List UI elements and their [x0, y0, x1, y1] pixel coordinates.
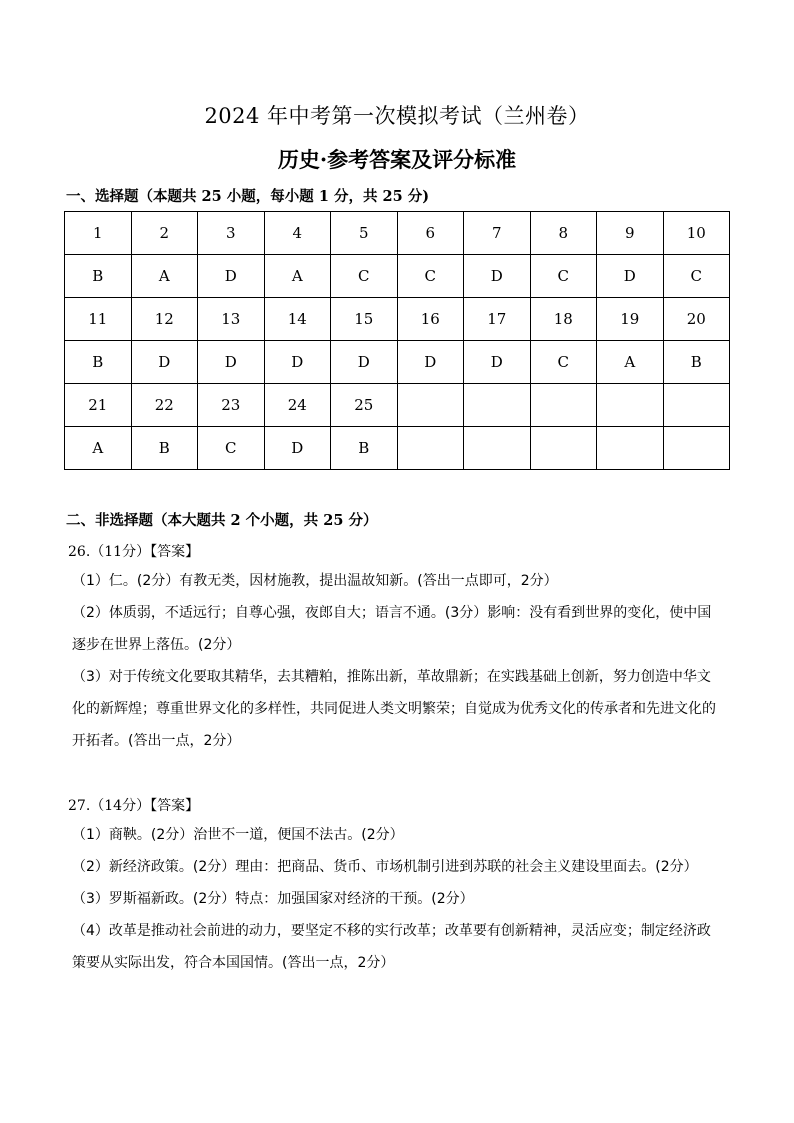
answer-cell — [663, 427, 730, 470]
question-26-part-3: （3）对于传统文化要取其精华，去其糟粕，推陈出新，革故鼎新；在实践基础上创新，努力创造中华文化的新辉煌；尊重世界文化的多样性，共同促进人类文明繁荣；自觉成为优秀文化的传承者和先进文化的开拓者。(答出一点，2分） — [72, 669, 716, 749]
question-number-cell: 6 — [397, 212, 464, 255]
answer-cell: C — [530, 341, 597, 384]
answer-cell: D — [198, 341, 265, 384]
answer-cell: D — [597, 255, 664, 298]
question-number-cell: 14 — [264, 298, 331, 341]
answer-cell: D — [464, 255, 531, 298]
question-number-cell: 16 — [397, 298, 464, 341]
question-number-cell: 9 — [597, 212, 664, 255]
question-number-cell: 20 — [663, 298, 730, 341]
answer-cell: A — [65, 427, 132, 470]
question-number-cell: 8 — [530, 212, 597, 255]
answer-cell: B — [65, 341, 132, 384]
answer-cell: D — [131, 341, 198, 384]
page-subtitle: 历史·参考答案及评分标准 — [277, 147, 517, 172]
question-number-cell: 4 — [264, 212, 331, 255]
question-number-cell: 10 — [663, 212, 730, 255]
section-1-heading: 一、选择题（本题共 25 小题，每小题 1 分，共 25 分) — [66, 188, 430, 205]
answer-cell — [464, 427, 531, 470]
question-27-part-1: （1）商鞅。(2分）治世不一道，便国不法古。(2分） — [72, 827, 404, 843]
question-number-cell: 12 — [131, 298, 198, 341]
answer-cell: D — [264, 427, 331, 470]
answer-cell: B — [65, 255, 132, 298]
question-number-cell: 17 — [464, 298, 531, 341]
answer-cell: C — [530, 255, 597, 298]
answer-cell: A — [597, 341, 664, 384]
question-number-cell — [597, 384, 664, 427]
answer-cell: C — [198, 427, 265, 470]
answer-cell: D — [331, 341, 398, 384]
answer-cell: B — [131, 427, 198, 470]
answer-cell: C — [663, 255, 730, 298]
section-2-heading: 二、非选择题（本大题共 2 个小题，共 25 分） — [66, 512, 378, 529]
question-number-cell: 21 — [65, 384, 132, 427]
question-26-part-1: （1）仁。(2分）有教无类，因材施教，提出温故知新。(答出一点即可，2分） — [72, 573, 558, 589]
question-number-cell — [663, 384, 730, 427]
answer-cell: D — [264, 341, 331, 384]
question-27-heading: 27.（14分）【答案】 — [68, 798, 200, 814]
question-number-cell: 11 — [65, 298, 132, 341]
question-27-part-3: （3）罗斯福新政。(2分）特点：加强国家对经济的干预。(2分） — [72, 891, 474, 907]
page-title: 2024 年中考第一次模拟考试（兰州卷） — [204, 104, 590, 128]
question-number-cell: 1 — [65, 212, 132, 255]
question-number-cell — [464, 384, 531, 427]
question-number-cell: 23 — [198, 384, 265, 427]
answer-cell: C — [331, 255, 398, 298]
answer-cell: D — [397, 341, 464, 384]
question-26-part-2: （2）体质弱，不适远行；自尊心强，夜郎自大；语言不通。(3分）影响：没有看到世界的变化，使中国逐步在世界上落伍。(2分） — [72, 605, 712, 653]
question-number-cell — [397, 384, 464, 427]
question-number-cell — [530, 384, 597, 427]
question-27-part-4: （4）改革是推动社会前进的动力，要坚定不移的实行改革；改革要有创新精神，灵活应变；制定经济政策要从实际出发，符合本国国情。(答出一点，2分） — [72, 923, 711, 971]
answer-cell: D — [464, 341, 531, 384]
question-number-row — [65, 212, 730, 255]
answer-cell: B — [663, 341, 730, 384]
answer-cell: A — [131, 255, 198, 298]
answer-row — [65, 427, 730, 470]
answer-table — [64, 211, 730, 470]
answer-cell: C — [397, 255, 464, 298]
question-number-cell: 22 — [131, 384, 198, 427]
question-number-cell: 2 — [131, 212, 198, 255]
question-number-cell: 19 — [597, 298, 664, 341]
question-number-cell: 24 — [264, 384, 331, 427]
question-number-cell: 7 — [464, 212, 531, 255]
question-27-part-2: （2）新经济政策。(2分）理由：把商品、货币、市场机制引进到苏联的社会主义建设里面去。(2分） — [72, 859, 698, 875]
answer-cell — [597, 427, 664, 470]
answer-cell — [397, 427, 464, 470]
question-number-cell: 18 — [530, 298, 597, 341]
answer-cell: D — [198, 255, 265, 298]
answer-row — [65, 255, 730, 298]
answer-cell: B — [331, 427, 398, 470]
answer-row — [65, 341, 730, 384]
question-number-cell: 5 — [331, 212, 398, 255]
question-number-cell: 25 — [331, 384, 398, 427]
answer-cell: A — [264, 255, 331, 298]
question-26-heading: 26.（11分）【答案】 — [68, 544, 200, 560]
answer-cell — [530, 427, 597, 470]
question-number-cell: 13 — [198, 298, 265, 341]
question-number-cell: 15 — [331, 298, 398, 341]
question-number-cell: 3 — [198, 212, 265, 255]
question-number-row — [65, 384, 730, 427]
question-number-row — [65, 298, 730, 341]
